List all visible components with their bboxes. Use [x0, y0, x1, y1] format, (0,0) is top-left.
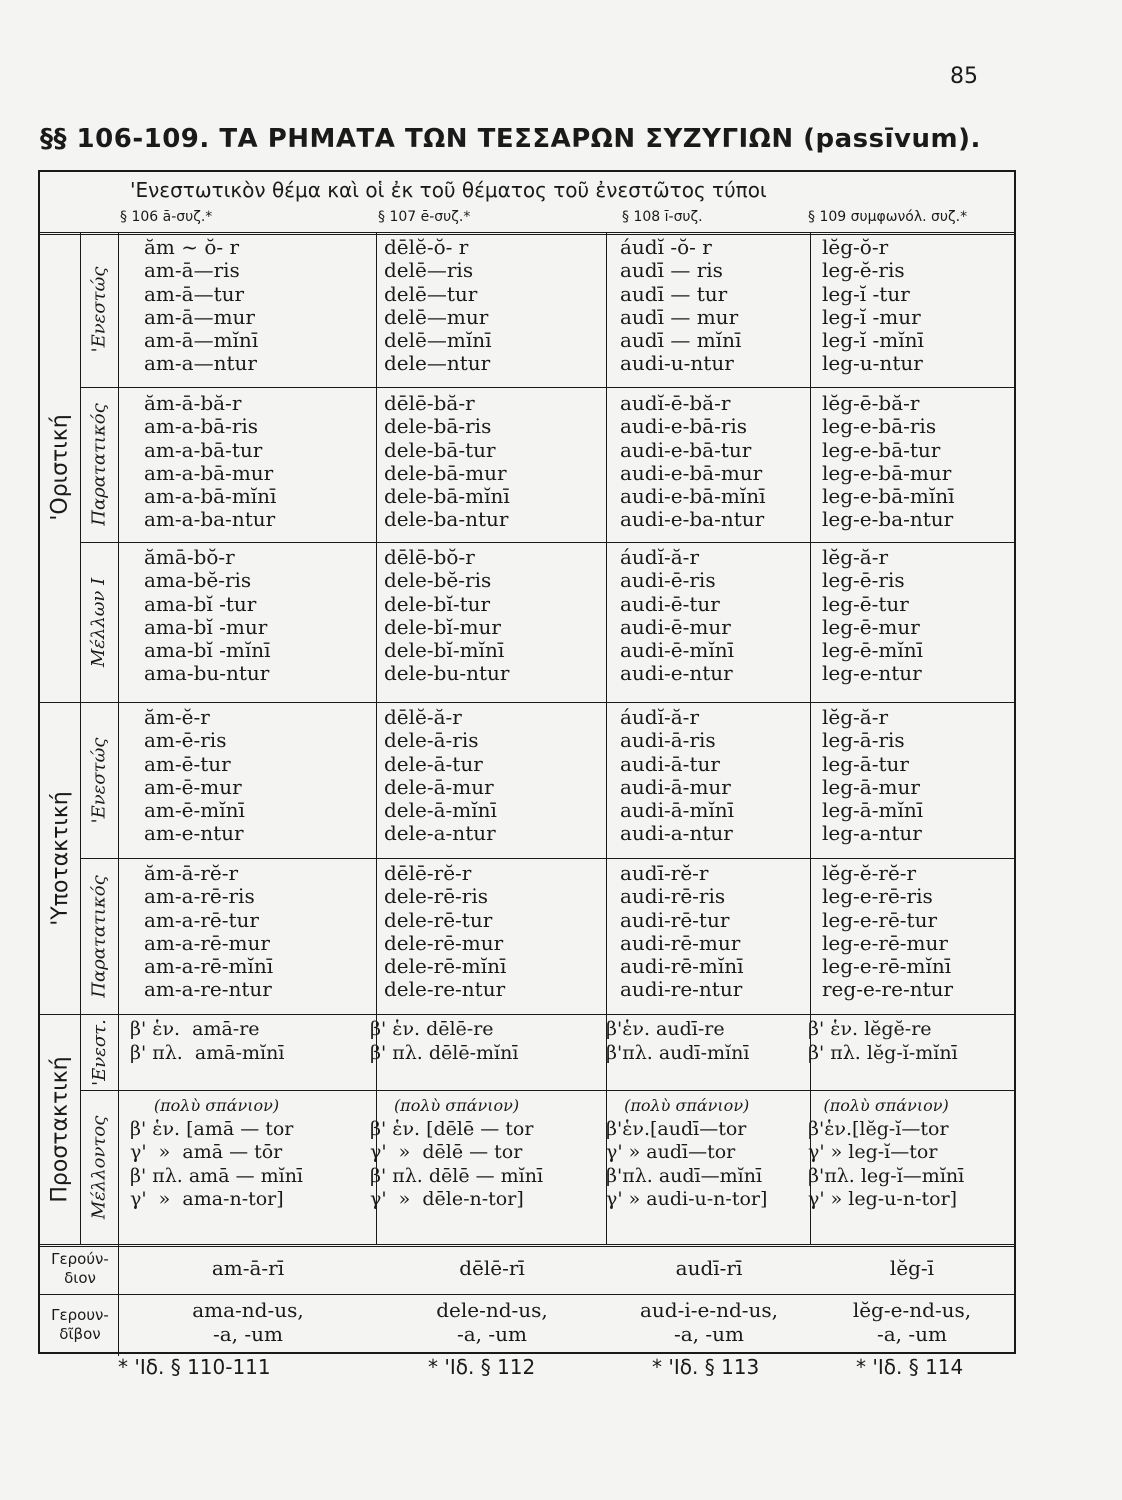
verb-form: audi-e-ntur [620, 661, 733, 686]
verb-form: audi-a-ntur [620, 821, 733, 846]
verb-form: audi-e-bā-tur [620, 437, 752, 462]
verb-form: áudĭ-ă-r [620, 705, 700, 729]
verb-form: leg-ē-mĭnī [822, 638, 924, 663]
mood-rule [40, 702, 1014, 703]
mood-imperative-label: Προστακτική [47, 1055, 73, 1203]
verb-form: am-e-ntur [144, 821, 244, 846]
gerundive-form: lĕg-e-nd-us, -a, -um [852, 1298, 972, 1346]
verb-form: β' ἑν. lĕgĕ-re [808, 1018, 932, 1040]
verb-form: lĕg-ĕ-rĕ-r [822, 861, 917, 885]
mood-rule [40, 1014, 1014, 1015]
verb-form: β'πλ. leg-ĭ—mĭnī [808, 1164, 965, 1187]
verb-form: delē—ris [384, 258, 474, 283]
verb-form: audi-u-ntur [620, 351, 734, 376]
conjugation-cell [384, 392, 510, 532]
conjugation-cell [822, 546, 923, 686]
verb-form: am-ē-mĭnī [144, 798, 245, 823]
verb-form: áudĭ-ă-r [620, 545, 700, 569]
verb-form: γ' » dēle-n-tor] [370, 1188, 524, 1210]
verb-form: delē—mur [384, 304, 489, 329]
conjugation-cell [144, 706, 245, 846]
conjugation-cell [808, 1094, 964, 1212]
verb-form: audī — mĭnī [620, 328, 742, 353]
verb-form: dele-bā-ris [384, 414, 492, 439]
tense-label: Μέλλων Ι [88, 577, 110, 667]
conjugation-cell [384, 236, 492, 376]
verb-form: γ' » leg-u-n-tor] [808, 1188, 958, 1210]
tense-label: 'Ενεστώς [88, 737, 110, 823]
conjugation-cell [144, 236, 258, 376]
tense-label: 'Ενεστώς [88, 266, 110, 353]
verb-form: β' ἑν. dēlē-re [370, 1018, 494, 1040]
verb-form: leg-ē-mur [822, 614, 920, 639]
verb-form: β'ἑν. audī-re [606, 1018, 725, 1040]
rare-note: (πολὺ σπάνιον) [393, 1096, 520, 1115]
verb-form: leg-ā-tur [822, 751, 909, 776]
verb-form: audi-e-bā-mĭnī [620, 484, 766, 509]
column-rule [606, 232, 607, 1244]
conjugation-cell [808, 1018, 958, 1065]
verb-form: am-a-bā-ris [144, 414, 259, 439]
conjugation-cell [606, 1018, 749, 1065]
page-number: 85 [950, 64, 978, 89]
conjugation-cell [384, 546, 509, 686]
verb-form: reg-e-re-ntur [822, 977, 954, 1002]
verb-form: audi-e-bā-ris [620, 414, 748, 439]
verb-form: β' πλ. amā-mĭnī [130, 1041, 285, 1064]
verb-form: am-a-rē-mur [144, 930, 270, 955]
conjugation-cell [822, 862, 953, 1002]
verb-form: dele-rē-tur [384, 907, 493, 932]
verb-form: dele-a-ntur [384, 821, 496, 846]
verb-form: dele-bu-ntur [384, 661, 510, 686]
column-header-e: § 107 ē-συζ.* [378, 209, 471, 225]
verb-form: ăm-ĕ-r [144, 705, 210, 729]
verb-form: leg-e-rē-tur [822, 907, 938, 932]
verb-form: dele—ntur [384, 351, 491, 376]
verb-form: dele-bĭ-mur [384, 614, 501, 639]
verb-form: am-ē-tur [144, 751, 231, 776]
conjugation-cell [620, 392, 765, 532]
conjugation-cell [822, 706, 923, 846]
verb-form: audi-ē-ris [620, 568, 716, 593]
conjugation-cell [822, 236, 924, 376]
verb-form: am-a-rē-mĭnī [144, 954, 274, 979]
verb-form: γ' » dēlē — tor [370, 1141, 523, 1163]
conjugation-table [38, 170, 1016, 1354]
verb-form: dēlē-rĕ-r [384, 861, 472, 885]
verb-form: audī — tur [620, 281, 728, 306]
verb-form: dele-ā-tur [384, 751, 483, 776]
verb-form: γ' » leg-ĭ—tor [808, 1141, 938, 1163]
tense-label: 'Ενεστ. [88, 1018, 110, 1086]
column-header-i: § 108 ī-συζ. [622, 209, 703, 225]
verb-form: am-a-bā-mĭnī [144, 484, 277, 509]
verb-form: dele-rē-mĭnī [384, 954, 507, 979]
verb-form: dele-bĕ-ris [384, 568, 492, 593]
conjugation-cell [144, 392, 276, 532]
verb-form: γ' » audi-u-n-tor] [606, 1188, 768, 1210]
gerund-form: lĕg-ī [889, 1256, 935, 1280]
verb-form: β' ἑν. [dēlē — tor [370, 1117, 534, 1140]
verb-form: lĕg-ă-r [822, 545, 889, 569]
verb-form: β' πλ. lĕg-ĭ-mĭnī [808, 1041, 958, 1064]
verb-form: dele-ā-ris [384, 728, 479, 753]
conjugation-cell [130, 1018, 284, 1065]
verb-form: γ' » amā — tōr [130, 1141, 283, 1163]
verb-form: audī-rĕ-r [620, 861, 709, 885]
verb-form: β'ἑν.[audī—tor [606, 1117, 747, 1140]
gerund-label: Γερούν- διον [51, 1250, 109, 1287]
verb-form: leg-ā-mur [822, 774, 920, 799]
verb-form: dele-rē-mur [384, 930, 504, 955]
verb-form: dele-ā-mĭnī [384, 798, 497, 823]
conjugation-cell [620, 236, 741, 376]
tense-label: Μέλλοντος [88, 1115, 110, 1219]
verb-form: leg-u-ntur [822, 351, 923, 376]
conjugation-cell [144, 862, 273, 1002]
row-rule [80, 858, 1014, 859]
conjugation-cell [130, 1094, 303, 1212]
column-header-consonant: § 109 συμφωνόλ. συζ.* [808, 209, 968, 225]
verb-form: β'ἑν.[lĕg-ĭ—tor [808, 1117, 949, 1140]
page-title: §§ 106-109. ΤΑ ΡΗΜΑΤΑ ΤΩΝ ΤΕΣΣΑΡΩΝ ΣΥΖΥΓΙΩΝ (passīvum). [40, 124, 981, 154]
row-rule [80, 387, 1014, 388]
verb-form: dēlē-bă-r [384, 391, 475, 415]
verb-form: audi-e-bā-mur [620, 460, 763, 485]
verb-form: leg-e-bā-mur [822, 460, 952, 485]
verb-form: audi-e-ba-ntur [620, 507, 765, 532]
verb-form: dele-bā-tur [384, 437, 496, 462]
verb-form: audī — ris [620, 258, 723, 283]
verb-form: am-a-rē-ris [144, 884, 255, 909]
verb-form: dele-ā-mur [384, 774, 494, 799]
conjugation-cell [606, 1094, 767, 1212]
verb-form: am-ē-mur [144, 774, 242, 799]
mood-subjunctive-label: 'Υποτακτική [47, 790, 73, 926]
footnote: * 'Ιδ. § 112 [428, 1355, 536, 1379]
conjugation-cell [620, 546, 734, 686]
column-header-a: § 106 ā-συζ.* [120, 209, 213, 225]
verb-form: β'πλ. audī—mĭnī [606, 1164, 763, 1187]
verb-form: dele-bĭ-tur [384, 591, 491, 616]
verb-form: leg-e-rē-mĭnī [822, 954, 952, 979]
verb-form: dēlĕ-ŏ- r [384, 235, 469, 259]
verb-form: dele-re-ntur [384, 977, 506, 1002]
verb-form: audi-rē-ris [620, 884, 726, 909]
verb-form: ama-bĭ -tur [144, 591, 257, 616]
gerund-form: audī-rī [675, 1256, 743, 1280]
verb-form: leg-ē-tur [822, 591, 909, 616]
verb-form: audi-ā-tur [620, 751, 720, 776]
verb-form: β' πλ. dēlē — mĭnī [370, 1164, 544, 1187]
conjugation-cell [384, 706, 497, 846]
conjugation-cell [370, 1094, 543, 1212]
verb-form: leg-a-ntur [822, 821, 922, 846]
verb-form: lĕg-ŏ-r [822, 235, 889, 259]
gerundive-form: dele-nd-us, -a, -um [436, 1298, 548, 1346]
rare-note: (πολὺ σπάνιον) [823, 1096, 949, 1115]
column-rule [376, 232, 377, 1244]
verb-form: am-a-bā-tur [144, 437, 263, 462]
verb-form: ăm ~ ŏ- r [144, 235, 240, 259]
verb-form: audi-ē-tur [620, 591, 720, 616]
conjugation-cell [822, 392, 955, 532]
verb-form: leg-e-bā-tur [822, 437, 941, 462]
gerund-form: dēlē-rī [459, 1256, 525, 1280]
verb-form: ăm-ā-bă-r [144, 391, 242, 415]
verb-form: delē—tur [384, 281, 478, 306]
verb-form: β' ἑν. amā-re [130, 1018, 260, 1040]
verb-form: am-a-ba-ntur [144, 507, 276, 532]
footnote: * 'Ιδ. § 114 [856, 1355, 964, 1379]
tense-label: Παρατατικός [88, 403, 110, 526]
verb-form: audi-ā-mur [620, 774, 731, 799]
verb-form: β' πλ. dēlē-mĭnī [370, 1041, 519, 1064]
conjugation-cell [620, 862, 744, 1002]
section-rule [40, 1244, 1014, 1247]
verb-form: leg-ĭ -tur [822, 281, 910, 306]
verb-form: leg-e-bā-mĭnī [822, 484, 955, 509]
gerundive-label: Γερουν- δῖβον [51, 1306, 109, 1343]
verb-form: β'πλ. audī-mĭnī [606, 1041, 750, 1064]
verb-form: dele-bĭ-mĭnī [384, 638, 505, 663]
verb-form: dele-bā-mur [384, 460, 507, 485]
verb-form: audi-ā-mĭnī [620, 798, 735, 823]
column-rule [810, 232, 811, 1244]
verb-form: ama-bĕ-ris [144, 568, 252, 593]
verb-form: β' ἑν. [amā — tor [130, 1117, 294, 1140]
verb-form: dēlĕ-ă-r [384, 705, 462, 729]
verb-form: leg-ĭ -mur [822, 304, 921, 329]
verb-form: leg-ĭ -mĭnī [822, 328, 924, 353]
verb-form: ama-bĭ -mur [144, 614, 268, 639]
verb-form: dele-bā-mĭnī [384, 484, 510, 509]
verb-form: audi-re-ntur [620, 977, 743, 1002]
verb-form: audi-rē-mĭnī [620, 954, 744, 979]
verb-form: am-a-bā-mur [144, 460, 274, 485]
verb-form: delē—mĭnī [384, 328, 492, 353]
verb-form: audi-rē-tur [620, 907, 730, 932]
row-rule [80, 542, 1014, 543]
verb-form: áudĭ -ŏ- r [620, 235, 712, 259]
footnote: * 'Ιδ. § 110-111 [118, 1355, 271, 1379]
verb-form: am-ā—mĭnī [144, 328, 259, 353]
verb-form: leg-e-rē-ris [822, 884, 933, 909]
verb-form: β' πλ. amā — mĭnī [130, 1164, 304, 1187]
verb-form: leg-ĕ-ris [822, 258, 905, 283]
verb-form: ămā-bŏ-r [144, 545, 235, 569]
conjugation-cell [144, 546, 271, 686]
mood-indicative-label: 'Οριστική [47, 413, 73, 521]
verb-form: am-ā—mur [144, 304, 255, 329]
gerundive-form: aud-i-e-nd-us, -a, -um [639, 1298, 779, 1346]
verb-form: audĭ-ē-bă-r [620, 391, 731, 415]
verb-form: ama-bĭ -mĭnī [144, 638, 271, 663]
verb-form: ama-bu-ntur [144, 661, 270, 686]
verb-form: am-a—ntur [144, 351, 257, 376]
verb-form: leg-e-ba-ntur [822, 507, 954, 532]
verb-form: leg-ā-ris [822, 728, 905, 753]
verb-form: leg-e-ntur [822, 661, 922, 686]
verb-form: dele-ba-ntur [384, 507, 509, 532]
conjugation-cell [384, 862, 506, 1002]
verb-form: audī — mur [620, 304, 739, 329]
row-rule [40, 1294, 1014, 1295]
gerund-form: am-ā-rī [211, 1256, 285, 1280]
table-header: 'Ενεστωτικὸν θέμα καὶ οἱ ἐκ τοῦ θέματος τοῦ ἐνεστῶτος τύποι [130, 178, 767, 202]
verb-form: am-ā—ris [144, 258, 240, 283]
conjugation-cell [370, 1018, 518, 1065]
verb-form: dele-rē-ris [384, 884, 489, 909]
gerundive-form: ama-nd-us, -a, -um [192, 1298, 304, 1346]
verb-form: am-a-re-ntur [144, 977, 272, 1002]
row-rule [80, 1090, 1014, 1091]
verb-form: ăm-ā-rĕ-r [144, 861, 239, 885]
verb-form: lĕg-ă-r [822, 705, 889, 729]
verb-form: am-a-rē-tur [144, 907, 259, 932]
verb-form: audi-rē-mur [620, 930, 741, 955]
verb-form: dēlē-bŏ-r [384, 545, 475, 569]
footnote: * 'Ιδ. § 113 [652, 1355, 760, 1379]
verb-form: γ' » audī—tor [606, 1141, 736, 1163]
rare-note: (πολὺ σπάνιον) [153, 1096, 280, 1115]
tense-column-rule [118, 232, 119, 1356]
rare-note: (πολὺ σπάνιον) [624, 1096, 750, 1115]
verb-form: lĕg-ē-bă-r [822, 391, 920, 415]
verb-form: γ' » ama-n-tor] [130, 1188, 284, 1210]
verb-form: leg-ā-mĭnī [822, 798, 924, 823]
verb-form: audi-ē-mur [620, 614, 731, 639]
tense-label: Παρατατικός [88, 874, 110, 998]
verb-form: am-ā—tur [144, 281, 245, 306]
verb-form: leg-ē-ris [822, 568, 905, 593]
verb-form: audi-ē-mĭnī [620, 638, 734, 663]
conjugation-cell [620, 706, 734, 846]
verb-form: leg-e-bā-ris [822, 414, 937, 439]
verb-form: audi-ā-ris [620, 728, 716, 753]
verb-form: leg-e-rē-mur [822, 930, 948, 955]
verb-form: am-ē-ris [144, 728, 227, 753]
